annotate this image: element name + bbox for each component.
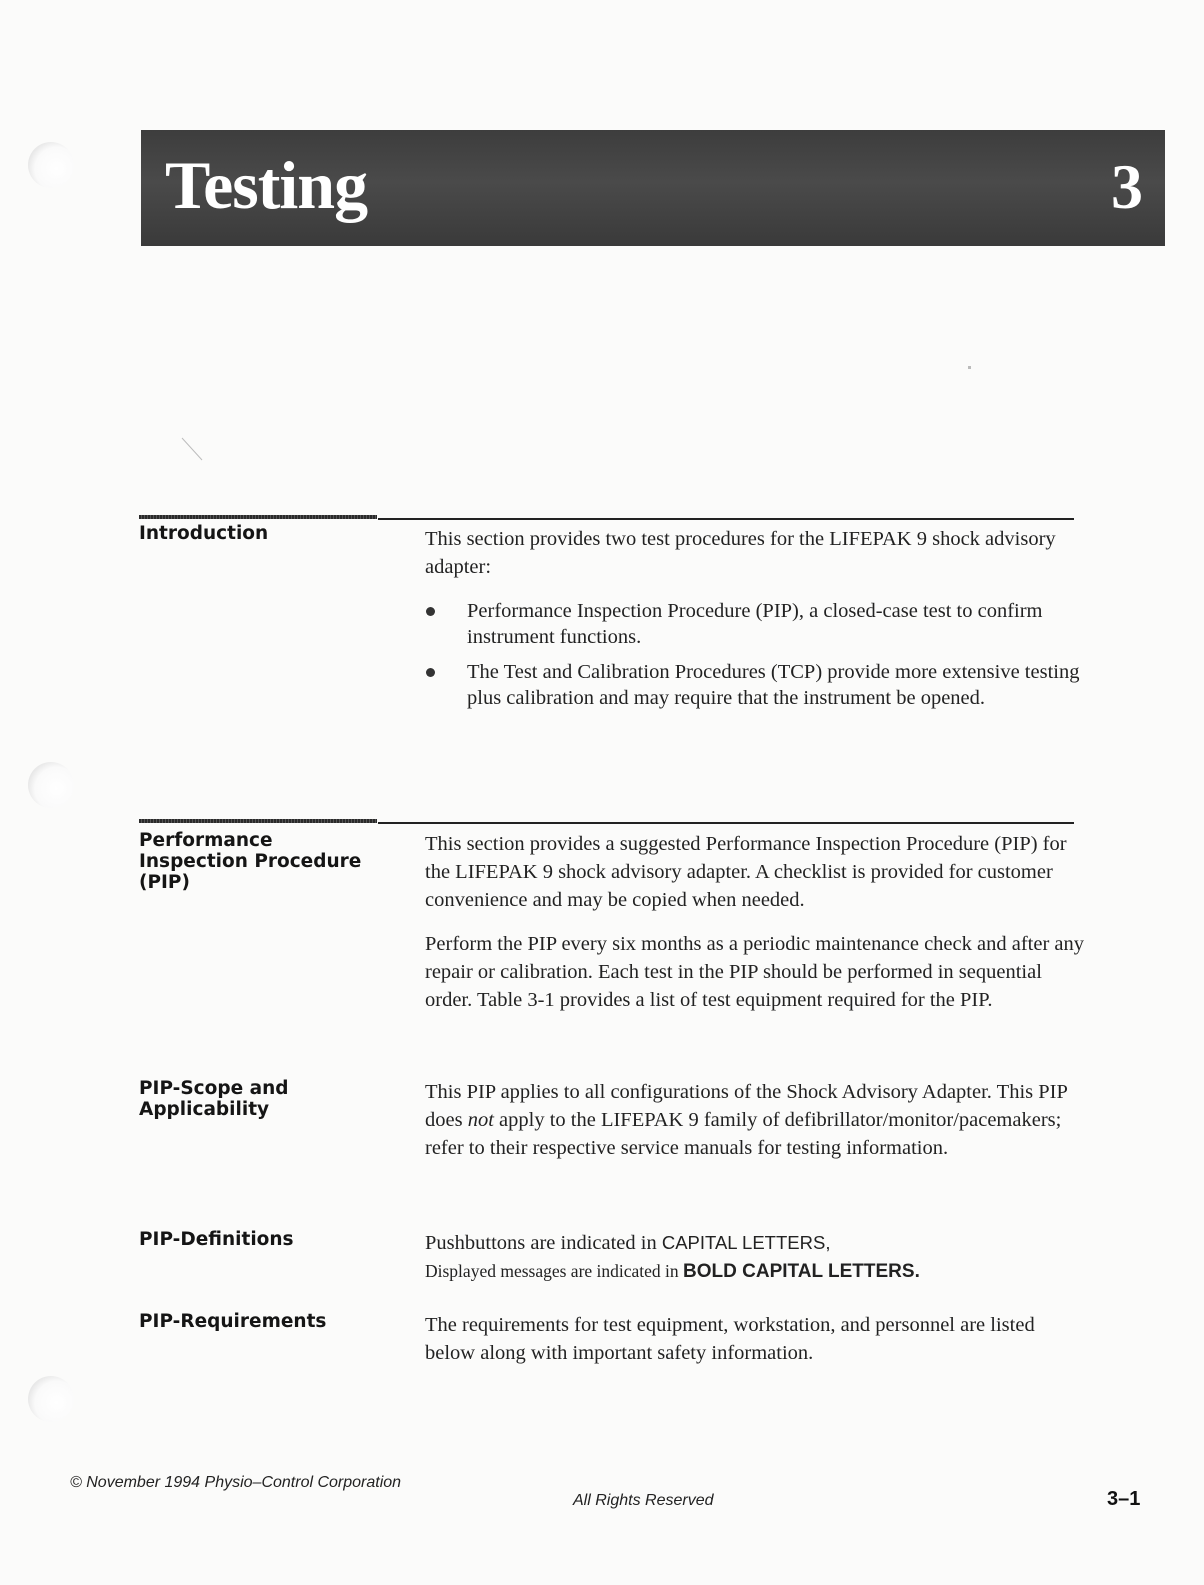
bullet-icon <box>426 607 435 616</box>
binder-hole-middle <box>28 762 74 808</box>
page-number: 3–1 <box>1107 1488 1141 1510</box>
scope-paragraph: This PIP applies to all configurations of the Shock Advisory Adapter. This PIP does not apply to the LIFEPAK 9 family of defibrillator/monitor/pacemakers; refer to their respective service manuals for testing information. <box>425 1081 1068 1159</box>
section-rule-right <box>378 822 1074 824</box>
pip-paragraph-1: This section provides a suggested Performance Inspection Procedure (PIP) for the LIFEPAK 9 shock advisory adapter. A checklist is provided for customer convenience and may be copied when needed. <box>425 833 1067 911</box>
section-rule-left <box>139 515 377 519</box>
pip-body <box>425 830 1085 1014</box>
chapter-title: Testing <box>165 147 368 223</box>
requirements-heading: PIP-Requirements <box>139 1311 327 1332</box>
introduction-paragraph: This section provides two test procedures for the LIFEPAK 9 shock advisory adapter: <box>425 528 1056 578</box>
binder-hole-bottom <box>28 1376 74 1422</box>
definitions-heading: PIP-Definitions <box>139 1229 294 1250</box>
copyright-notice: © November 1994 Physio–Control Corporation <box>70 1474 402 1491</box>
list-item: The Test and Calibration Procedures (TCP) provide more extensive testing plus calibration and may require that the instrument be opened. <box>425 659 1085 711</box>
list-item: Performance Inspection Procedure (PIP), a closed-case test to confirm instrument functions. <box>425 598 1085 650</box>
scan-speck <box>968 366 971 369</box>
emphasis: not <box>467 1109 494 1131</box>
section-rule-right <box>378 518 1074 520</box>
bullet-icon <box>426 668 435 677</box>
caps-example: CAPITAL LETTERS, <box>661 1232 831 1253</box>
pip-paragraph-2: Perform the PIP every six months as a periodic maintenance check and after any repair or calibration. Each test in the PIP should be performed in sequential order. Table 3-1 provides a list of test equipment required for the PIP. <box>425 933 1084 1011</box>
introduction-heading: Introduction <box>139 523 269 544</box>
chapter-number: 3 <box>1111 151 1143 222</box>
section-rule-left <box>139 819 377 823</box>
pip-heading: Performance Inspection Procedure (PIP) <box>139 830 362 893</box>
requirements-paragraph: The requirements for test equipment, workstation, and personnel are listed below along with important safety information. <box>425 1314 1035 1364</box>
scan-scratch <box>180 436 204 462</box>
definitions-body: Pushbuttons are indicated in CAPITAL LETTERS, Displayed messages are indicated in BOLD CAPITAL LETTERS. <box>425 1232 920 1282</box>
rights-notice: All Rights Reserved <box>573 1492 714 1509</box>
binder-hole-top <box>28 142 74 188</box>
introduction-bullet-list <box>425 598 1085 711</box>
scope-heading: PIP-Scope and Applicability <box>139 1078 289 1120</box>
bold-caps-example: BOLD CAPITAL LETTERS. <box>683 1261 920 1282</box>
chapter-banner <box>141 130 1165 246</box>
